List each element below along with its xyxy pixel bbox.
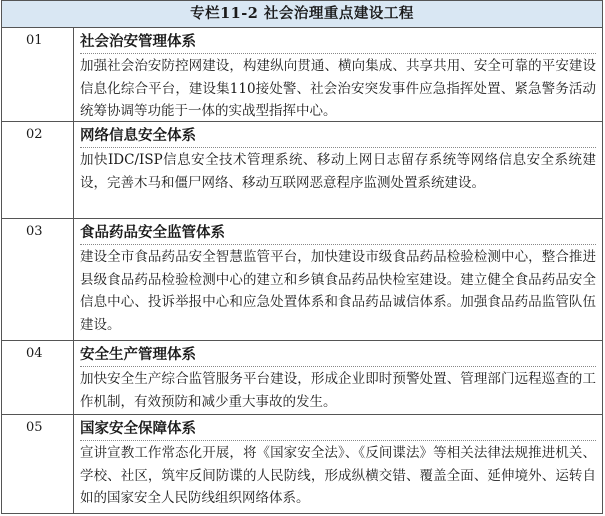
table-row xyxy=(2,219,602,341)
row-content xyxy=(74,122,602,218)
row-content xyxy=(74,415,602,514)
row-heading: 国家安全保障体系 xyxy=(80,418,596,441)
row-number: 03 xyxy=(2,219,74,340)
row-content xyxy=(74,28,602,121)
row-content xyxy=(74,219,602,340)
row-text: 加快IDC/ISP信息安全技术管理系统、移动上网日志留存系统等网络信息安全系统建设，完善木马和僵尸网络、移动互联网恶意程序监测处置系统建设。 xyxy=(80,152,596,191)
row-number: 05 xyxy=(2,415,74,514)
row-heading: 食品药品安全监管体系 xyxy=(80,222,596,245)
row-text: 宣讲宣教工作常态化开展，将《国家安全法》、《反间谍法》等相关法律法规推进机关、学校、社区，筑牢反间防谍的人民防线，形成纵横交错、覆盖全面、延伸境外、运转自如的国家安全人民防线组织网络体系。 xyxy=(80,445,596,507)
row-heading: 社会治安管理体系 xyxy=(80,31,596,54)
table-title: 专栏11-2 社会治理重点建设工程 xyxy=(2,1,602,28)
row-number: 02 xyxy=(2,122,74,218)
table-row xyxy=(2,122,602,219)
row-heading: 网络信息安全体系 xyxy=(80,125,596,148)
table-row xyxy=(2,28,602,122)
row-text: 加强社会治安防控网建设，构建纵向贯通、横向集成、共享共用、安全可靠的平安建设信息化综合平台，建设集110接处警、社会治安突发事件应急指挥处置、紧急警务活动统筹协调等功能于一体的实战型指挥中心。 xyxy=(80,58,596,120)
table-row xyxy=(2,415,602,514)
project-table xyxy=(1,0,603,514)
row-heading: 安全生产管理体系 xyxy=(80,344,596,367)
row-text: 加快安全生产综合监管服务平台建设，形成企业即时预警处置、管理部门远程巡查的工作机制，有效预防和减少重大事故的发生。 xyxy=(80,371,596,410)
row-text: 建设全市食品药品安全智慧监管平台，加快建设市级食品药品检验检测中心，整合推进县级食品药品检验检测中心的建立和乡镇食品药品快检室建设。建立健全食品药品安全信息中心、投诉举报中心和应急处置体系和食品药品诚信体系。加强食品药品监管队伍建设。 xyxy=(80,249,596,333)
row-content xyxy=(74,341,602,414)
row-number: 04 xyxy=(2,341,74,414)
table-row xyxy=(2,341,602,415)
row-number: 01 xyxy=(2,28,74,121)
